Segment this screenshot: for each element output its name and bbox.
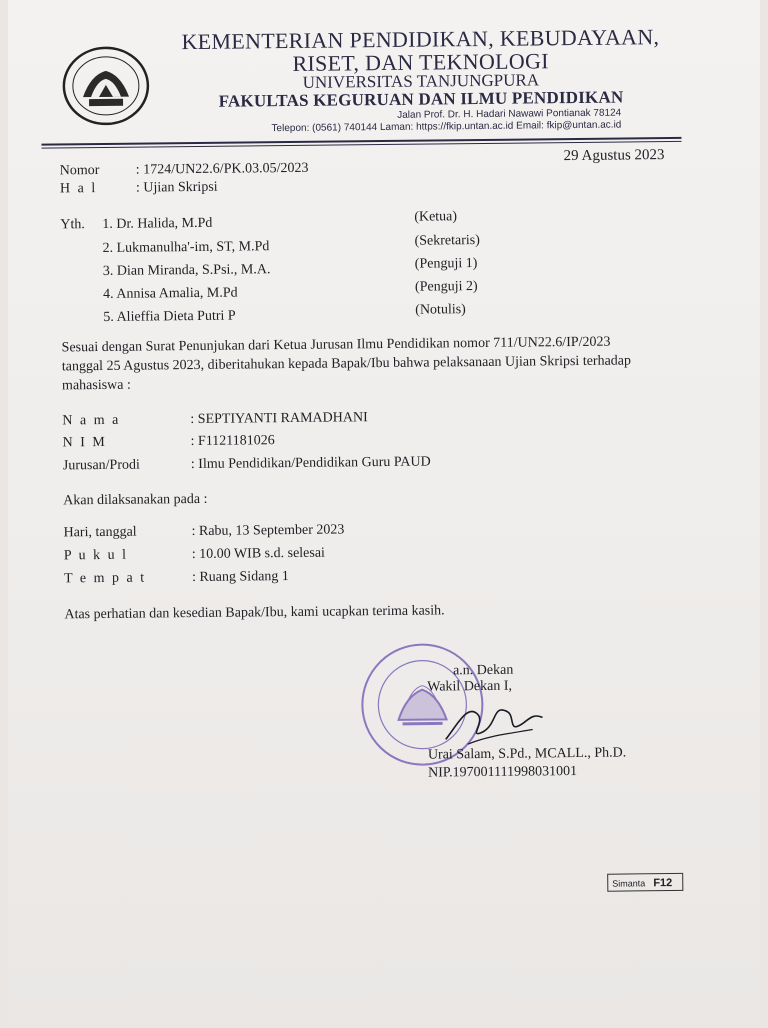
schedule-time-label: P u k u l [63, 547, 129, 564]
hal-label: H a l [59, 181, 98, 197]
student-name-label: N a m a [62, 412, 121, 429]
signature-title: Wakil Dekan I, [427, 678, 513, 695]
closing-line: Atas perhatian dan kesedian Bapak/Ibu, kami ucapkan terima kasih. [64, 603, 445, 623]
recipient-name: 3. Dian Miranda, S.Psi., M.A. [102, 262, 271, 279]
signatory-nip: NIP.197001111998031001 [428, 764, 578, 781]
signatory-name: Urai Salam, S.Pd., MCALL., Ph.D. [427, 745, 627, 763]
student-nim-label: N I M [62, 434, 107, 451]
simanta-label: Simanta [612, 878, 646, 889]
simanta-code: F12 [653, 877, 673, 890]
faculty-name: FAKULTAS KEGURUAN DAN ILMU PENDIDIKAN [218, 87, 624, 111]
student-nim-value: : F1121181026 [190, 433, 275, 450]
yth-label: Yth. [60, 217, 85, 233]
signature-an-dekan: a.n. Dekan [452, 662, 514, 679]
recipient-role: (Ketua) [414, 209, 458, 225]
recipient-name: 4. Annisa Amalia, M.Pd [102, 285, 238, 302]
university-name: UNIVERSITAS TANJUNGPURA [302, 70, 540, 92]
recipient-role: (Penguji 1) [414, 256, 478, 272]
simanta-code-box [607, 873, 683, 892]
nomor-value: : 1724/UN22.6/PK.03.05/2023 [135, 160, 309, 178]
nomor-label: Nomor [59, 162, 100, 179]
hal-value: : Ujian Skripsi [135, 179, 218, 196]
schedule-place-label: T e m p a t [63, 570, 147, 587]
recipient-name: 1. Dr. Halida, M.Pd [102, 215, 213, 232]
student-prodi-label: Jurusan/Prodi [62, 457, 140, 474]
schedule-time-value: : 10.00 WIB s.d. selesai [191, 545, 325, 563]
schedule-date-value: : Rabu, 13 September 2023 [191, 522, 345, 540]
university-logo [60, 44, 151, 127]
recipient-name: 2. Lukmanulha'-im, ST, M.Pd [102, 239, 270, 256]
recipient-role: (Notulis) [415, 302, 466, 318]
recipient-role: (Sekretaris) [414, 233, 480, 249]
recipient-role: (Penguji 2) [414, 279, 478, 295]
ministry-title: KEMENTERIAN PENDIDIKAN, KEBUDAYAAN, RISET, DAN TEKNOLOGI [181, 24, 660, 76]
intro-paragraph: Sesuai dengan Surat Penunjukan dari Ketua Jurusan Ilmu Pendidikan nomor 711/UN22.6/IP/2023 tanggal 25 Agustus 2023, diberitahukan kepada Bapak/Ibu bahwa pelaksanaan Ujian Skripsi terhadap mahasiswa : [61, 334, 632, 394]
student-prodi-value: : Ilmu Pendidikan/Pendidikan Guru PAUD [190, 454, 431, 473]
address: Jalan Prof. Dr. H. Hadari Nawawi Pontianak 78124 [397, 107, 622, 121]
schedule-place-value: : Ruang Sidang 1 [191, 569, 289, 586]
student-name-value: : SEPTIYANTI RAMADHANI [190, 410, 368, 428]
letter-date: 29 Agustus 2023 [563, 147, 665, 165]
schedule-date-label: Hari, tanggal [63, 524, 137, 541]
recipient-name: 5. Alieffia Dieta Putri P [103, 308, 236, 325]
contact-info: Telepon: (0561) 740144 Laman: https://fkip.untan.ac.id Email: fkip@untan.ac.id [271, 119, 622, 135]
schedule-intro: Akan dilaksanakan pada : [63, 491, 208, 509]
